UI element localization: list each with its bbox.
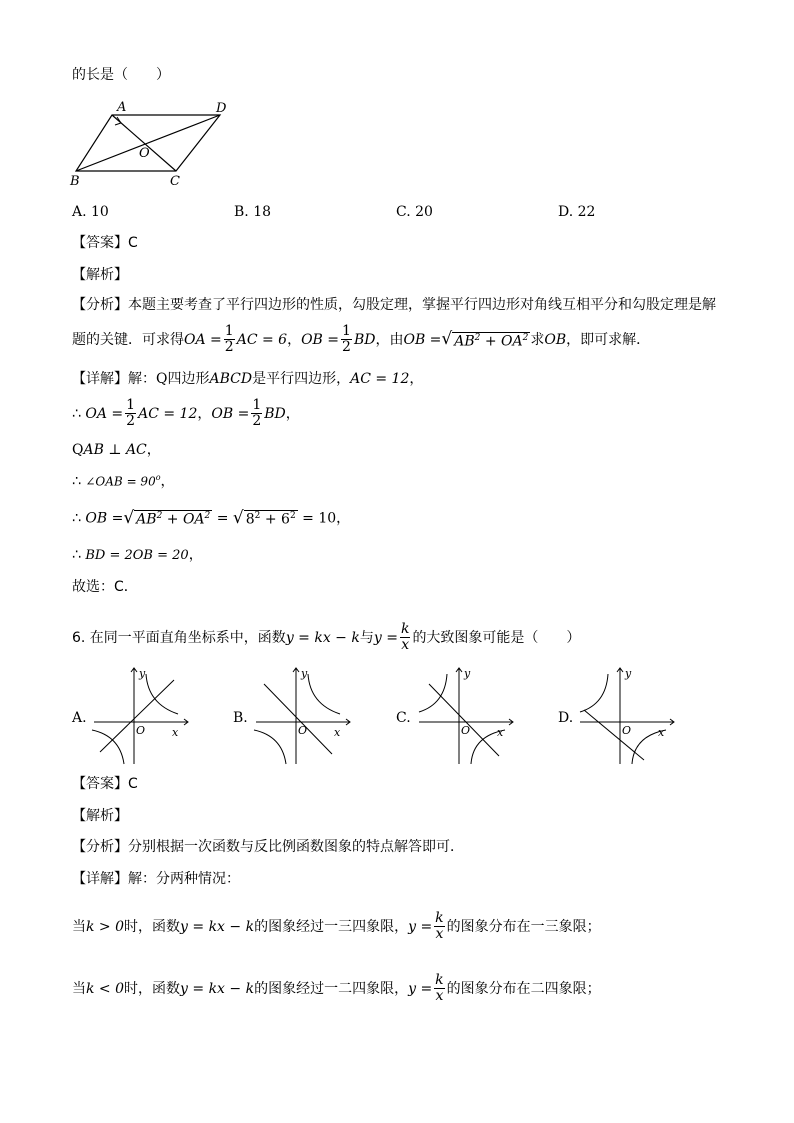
label-B: B — [70, 174, 80, 188]
therefore-symbol: ∴ — [72, 405, 81, 422]
axis-x-label: x — [334, 726, 341, 739]
q6-label-c: C. — [396, 710, 411, 726]
denominator: 2 — [342, 339, 351, 356]
numerator: k — [400, 621, 410, 637]
numerator: 1 — [342, 323, 351, 339]
xiangjie-tag: 【详解】 — [72, 871, 128, 887]
text: 四边形 — [167, 371, 210, 387]
answer-tag: 【答案】 — [72, 776, 128, 792]
numerator: 1 — [224, 323, 234, 339]
axis-x-label: x — [658, 726, 665, 739]
q5-xiangjie-line4 — [72, 474, 175, 489]
math: y = kx − k — [180, 918, 255, 935]
math: OA = — [85, 405, 124, 422]
option-d: D. 22 — [558, 204, 596, 220]
q5-answer — [72, 236, 138, 250]
text: 当 — [72, 980, 86, 997]
text: 的图象经过一二四象限， — [254, 980, 409, 997]
math: y = — [408, 918, 433, 935]
fenxi-text: 本题主要考查了平行四边形的性质，勾股定理，掌握平行四边形对角线互相平分和勾股定理是解 — [128, 297, 716, 313]
text: 与 — [359, 629, 374, 646]
math: AC = 6 — [236, 331, 288, 348]
math: BD = 2OB = 20 — [85, 548, 189, 563]
q6-stem — [72, 622, 580, 654]
denominator: x — [401, 637, 410, 654]
option-a: A. 10 — [72, 204, 109, 220]
text: ， — [287, 331, 302, 348]
text: 是平行四边形， — [252, 371, 351, 387]
denominator: 2 — [252, 413, 262, 430]
text: 的图象分布在一三象限； — [446, 918, 601, 935]
because-symbol: Q — [156, 371, 168, 387]
therefore-symbol: ∴ — [72, 547, 81, 563]
q5-analysis-tag: 【解析】 — [72, 267, 128, 283]
axis-y-label: y — [301, 667, 308, 680]
text: 时，函数 — [124, 980, 181, 997]
text: ，即可求解． — [566, 331, 651, 348]
math: AB — [136, 511, 157, 528]
axis-y-label: y — [464, 667, 471, 680]
math: = 10 — [302, 510, 337, 527]
intro-text: 的长是（ ） — [72, 67, 170, 83]
math: BD — [264, 405, 286, 422]
exponent: 2 — [254, 511, 261, 522]
text: 题的关键．可求得 — [72, 331, 184, 348]
math: + 6 — [260, 511, 290, 528]
fraction — [434, 973, 444, 1005]
math: + OA — [480, 333, 523, 350]
because-symbol: Q — [72, 442, 84, 458]
denominator: 2 — [126, 413, 136, 430]
q6-xiangjie — [72, 872, 240, 886]
axis-y-label: y — [139, 667, 146, 680]
origin-label: O — [298, 724, 308, 737]
axis-y-label: y — [625, 667, 632, 680]
numerator: 1 — [252, 397, 262, 413]
origin-label: O — [461, 724, 471, 737]
math: OB = — [85, 510, 124, 527]
answer-value: C — [128, 776, 138, 792]
graph-option-c — [413, 664, 523, 768]
text: ， — [160, 473, 175, 490]
q6-case-2 — [72, 973, 601, 1005]
q5-fenxi-line1 — [72, 298, 716, 312]
math: k < 0 — [86, 980, 125, 997]
text: 求 — [530, 331, 545, 348]
exponent: 2 — [156, 511, 163, 522]
math: y = — [408, 980, 433, 997]
q6-label-d: D. — [558, 710, 574, 726]
math: + OA — [162, 511, 205, 528]
degree: o — [155, 473, 161, 482]
math: ∠OAB = 90 — [85, 474, 156, 489]
option-c: C. 20 — [396, 204, 433, 220]
math: OB — [544, 331, 567, 348]
math: = — [216, 510, 229, 527]
therefore-symbol: ∴ — [72, 473, 81, 490]
math: BD — [353, 331, 376, 348]
fraction — [224, 324, 235, 356]
q5-xiangjie-line3 — [72, 443, 161, 457]
exponent: 2 — [289, 511, 296, 522]
graph-option-d — [574, 664, 684, 768]
xiangjie-text: 解：分两种情况： — [128, 871, 240, 887]
origin-label: O — [136, 724, 146, 737]
q6-label-b: B. — [233, 710, 248, 726]
label-C: C — [170, 174, 180, 188]
math: y = kx − k — [285, 629, 360, 646]
exponent: 2 — [522, 332, 529, 343]
q5-conclusion: 故选：C． — [72, 579, 138, 595]
answer-tag: 【答案】 — [72, 235, 128, 251]
math: AC = 12 — [350, 371, 410, 387]
text: ， — [188, 547, 203, 563]
math: AC = 12 — [138, 405, 198, 422]
text: ， — [146, 442, 161, 458]
math: OB = — [211, 405, 250, 422]
fenxi-tag: 【分析】 — [72, 839, 128, 855]
label-D: D — [216, 101, 227, 116]
graph-option-a — [88, 664, 198, 768]
answer-value: C — [128, 235, 138, 251]
q5-xiangjie-line1 — [72, 372, 423, 386]
q6-fenxi — [72, 840, 464, 854]
math: OB = — [403, 331, 442, 348]
q6-case-1 — [72, 911, 601, 943]
q5-fenxi-line2 — [72, 324, 650, 356]
math: OA = — [184, 331, 222, 348]
exponent: 2 — [204, 511, 211, 522]
math: ABCD — [209, 371, 253, 387]
origin-label: O — [622, 724, 632, 737]
sqrt: √ $8^2 + 6^2$ — [232, 508, 296, 528]
text: 的图象分布在二四象限； — [446, 980, 601, 997]
text: 6. 在同一平面直角坐标系中，函数 — [72, 629, 286, 646]
fraction — [251, 398, 262, 430]
text: ， — [197, 405, 212, 422]
text: 的图象经过一三四象限， — [254, 918, 409, 935]
option-b: B. 18 — [234, 204, 272, 220]
numerator: k — [435, 972, 444, 988]
math: AB — [454, 333, 475, 350]
text: 时，函数 — [124, 918, 181, 935]
fraction — [125, 398, 136, 430]
axis-x-label: x — [172, 726, 179, 739]
parallelogram-figure — [66, 96, 236, 188]
fenxi-tag: 【分析】 — [72, 297, 128, 313]
graph-option-b — [250, 664, 360, 768]
text: ，由 — [375, 331, 404, 348]
text: ， — [285, 405, 300, 422]
q5-xiangjie-line5 — [72, 510, 350, 527]
exponent: 2 — [474, 332, 481, 343]
axis-x-label: x — [497, 726, 504, 739]
q6-analysis-tag: 【解析】 — [72, 808, 128, 824]
math: y = kx − k — [180, 980, 255, 997]
text: ， — [336, 510, 351, 527]
math: 8 — [245, 511, 255, 528]
q5-xiangjie-line6 — [72, 548, 203, 562]
math: OB = — [301, 331, 340, 348]
denominator: 2 — [224, 339, 234, 356]
sqrt: √ $AB^2 + OA^2$ — [441, 329, 529, 350]
q6-label-a: A. — [72, 710, 87, 726]
fraction — [341, 324, 352, 356]
text: 当 — [72, 918, 86, 935]
denominator: x — [435, 926, 444, 943]
text: 的大致图象可能是（ ） — [412, 629, 581, 646]
math: y = — [373, 629, 398, 646]
text: ， — [409, 371, 424, 387]
denominator: x — [435, 988, 444, 1005]
math: AB ⊥ AC — [83, 442, 147, 458]
label-A: A — [117, 100, 127, 115]
label-O: O — [139, 146, 150, 161]
fraction — [400, 622, 410, 654]
text: 解： — [128, 371, 156, 387]
q5-xiangjie-line2 — [72, 398, 300, 430]
numerator: k — [435, 910, 444, 926]
q6-answer — [72, 777, 138, 791]
math: k > 0 — [86, 918, 125, 935]
sqrt: √ $AB^2 + OA^2$ — [123, 508, 211, 528]
fraction — [434, 911, 444, 943]
fenxi-text: 分别根据一次函数与反比例函数图象的特点解答即可． — [128, 839, 464, 855]
therefore-symbol: ∴ — [72, 510, 81, 527]
xiangjie-tag: 【详解】 — [72, 371, 128, 387]
numerator: 1 — [126, 397, 136, 413]
